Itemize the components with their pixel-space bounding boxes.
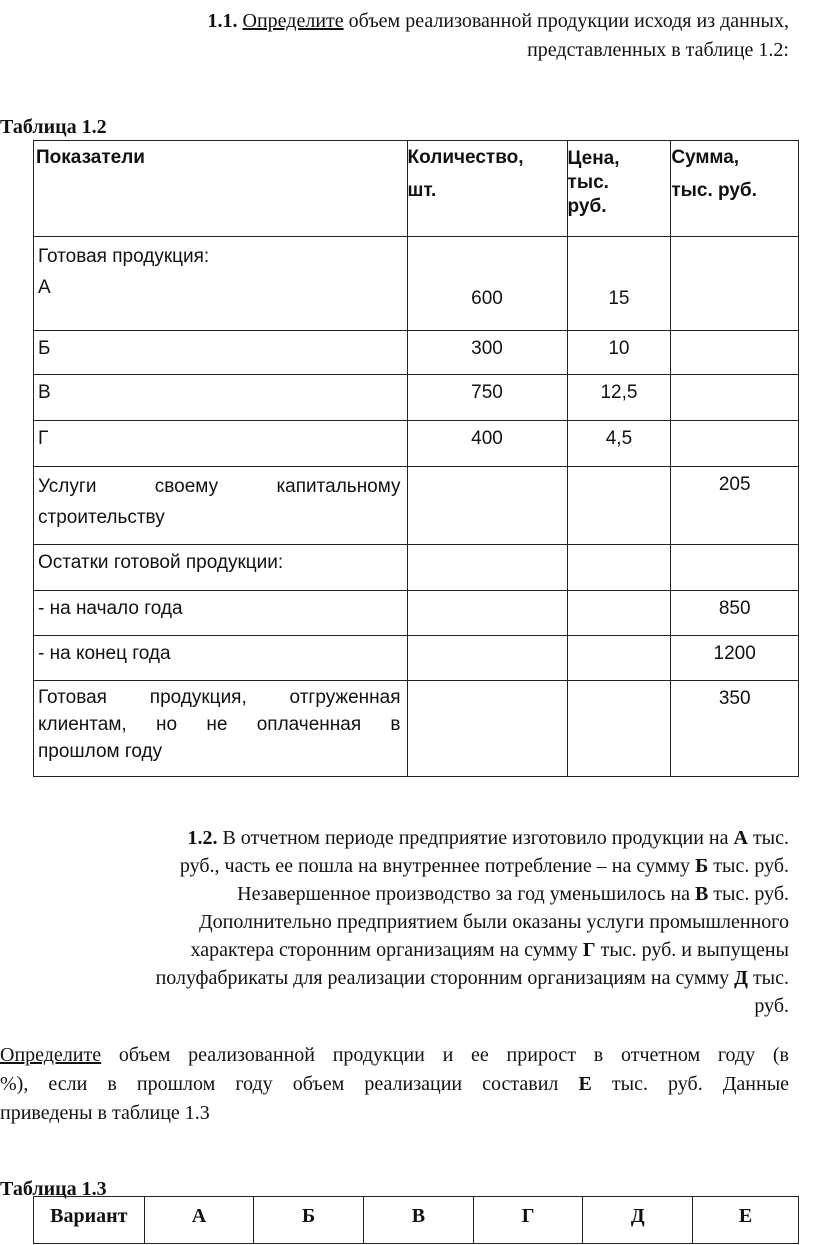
cell-price: 4,5 (605, 428, 633, 449)
cell-price: 12,5 (600, 382, 638, 403)
header-cell: Вариант (34, 1197, 145, 1244)
cell-price: 15 (608, 288, 630, 309)
cell-sum: 850 (718, 598, 751, 619)
header-cell: Б (254, 1197, 364, 1244)
row-label: клиентам, но не оплаченная в (38, 714, 401, 735)
row-label: Г (38, 428, 49, 449)
row-label: Б (38, 338, 51, 359)
row-label: Остатки готовой продукции: (38, 552, 284, 573)
define-paragraph: Определите объем реализованной продукции и ее прирост в отчетном году (в %), если в прошлом году объем реализации составил Е тыс. руб. Данные приведены в таблице 1.3 (0, 1044, 790, 1124)
table-1-2-caption: Таблица 1.2 (0, 116, 107, 138)
task-1-2: 1.2. В отчетном периоде предприятие изготовило продукции на А тыс. руб., часть ее пошла на внутреннее потребление – на сумму Б тыс. руб. Незавершенное производство за год уменьшилось на В тыс. руб. Дополнительно предприятием были оказаны услуги промышленного характера сторонним организациям на сумму Г тыс. руб. и выпущены полуфабрикаты для реализации сторонним организациям на сумму Д тыс. руб. (155, 827, 789, 1017)
table-1-2 (33, 140, 799, 777)
table-row (34, 545, 799, 591)
header-cell: Д (583, 1197, 693, 1244)
row-label: Готовая продукция, отгруженная (38, 687, 401, 708)
table-row (34, 331, 799, 375)
table-row (34, 467, 799, 545)
task-1-1-line1 (100, 8, 789, 35)
row-label: Готовая продукция: (38, 246, 210, 267)
table-row (34, 141, 799, 237)
table-row (34, 591, 799, 636)
table-row (34, 681, 799, 777)
row-label: - на конец года (38, 643, 171, 664)
cell-qty: 750 (471, 382, 503, 403)
table-row (34, 421, 799, 467)
cell-qty: 300 (471, 338, 503, 359)
task-1-1 (100, 8, 789, 64)
table-row (34, 237, 799, 331)
task-1-1-line2: представленных в таблице 1.2: (527, 39, 789, 61)
cell-price: 10 (608, 338, 630, 359)
cell-sum: 1200 (713, 643, 756, 664)
task-number: 1.1. (207, 10, 238, 32)
header-cell: В (364, 1197, 474, 1244)
row-label: В (38, 382, 51, 403)
task-verb: Определите (242, 10, 344, 32)
cell-sum: 350 (718, 688, 751, 709)
cell-qty: 400 (471, 428, 503, 449)
table-row (34, 636, 799, 681)
row-label: строительству (38, 507, 165, 528)
row-label: Услуги своему капитальному (38, 476, 401, 497)
header-quantity: Количество, шт. (407, 141, 567, 237)
header-price: Цена, тыс. руб. (567, 141, 671, 237)
header-cell: Е (693, 1197, 799, 1244)
table-row (34, 375, 799, 421)
cell-qty: 600 (471, 288, 503, 309)
cell-sum: 205 (718, 474, 751, 495)
task-text: объем реализованной продукции исходя из данных, (348, 10, 789, 32)
row-label: А (38, 277, 51, 298)
row-label: - на начало года (38, 598, 183, 619)
header-sum: Сумма, тыс. руб. (671, 141, 799, 237)
header-cell: А (144, 1197, 254, 1244)
table-row (34, 1197, 799, 1244)
task-number: 1.2. (187, 827, 218, 849)
table-1-3 (33, 1196, 799, 1244)
header-cell: Г (473, 1197, 583, 1244)
table-1-3-caption: Таблица 1.3 (0, 1178, 107, 1200)
header-indicators: Показатели (34, 141, 408, 237)
row-label: прошлом году (38, 741, 163, 762)
